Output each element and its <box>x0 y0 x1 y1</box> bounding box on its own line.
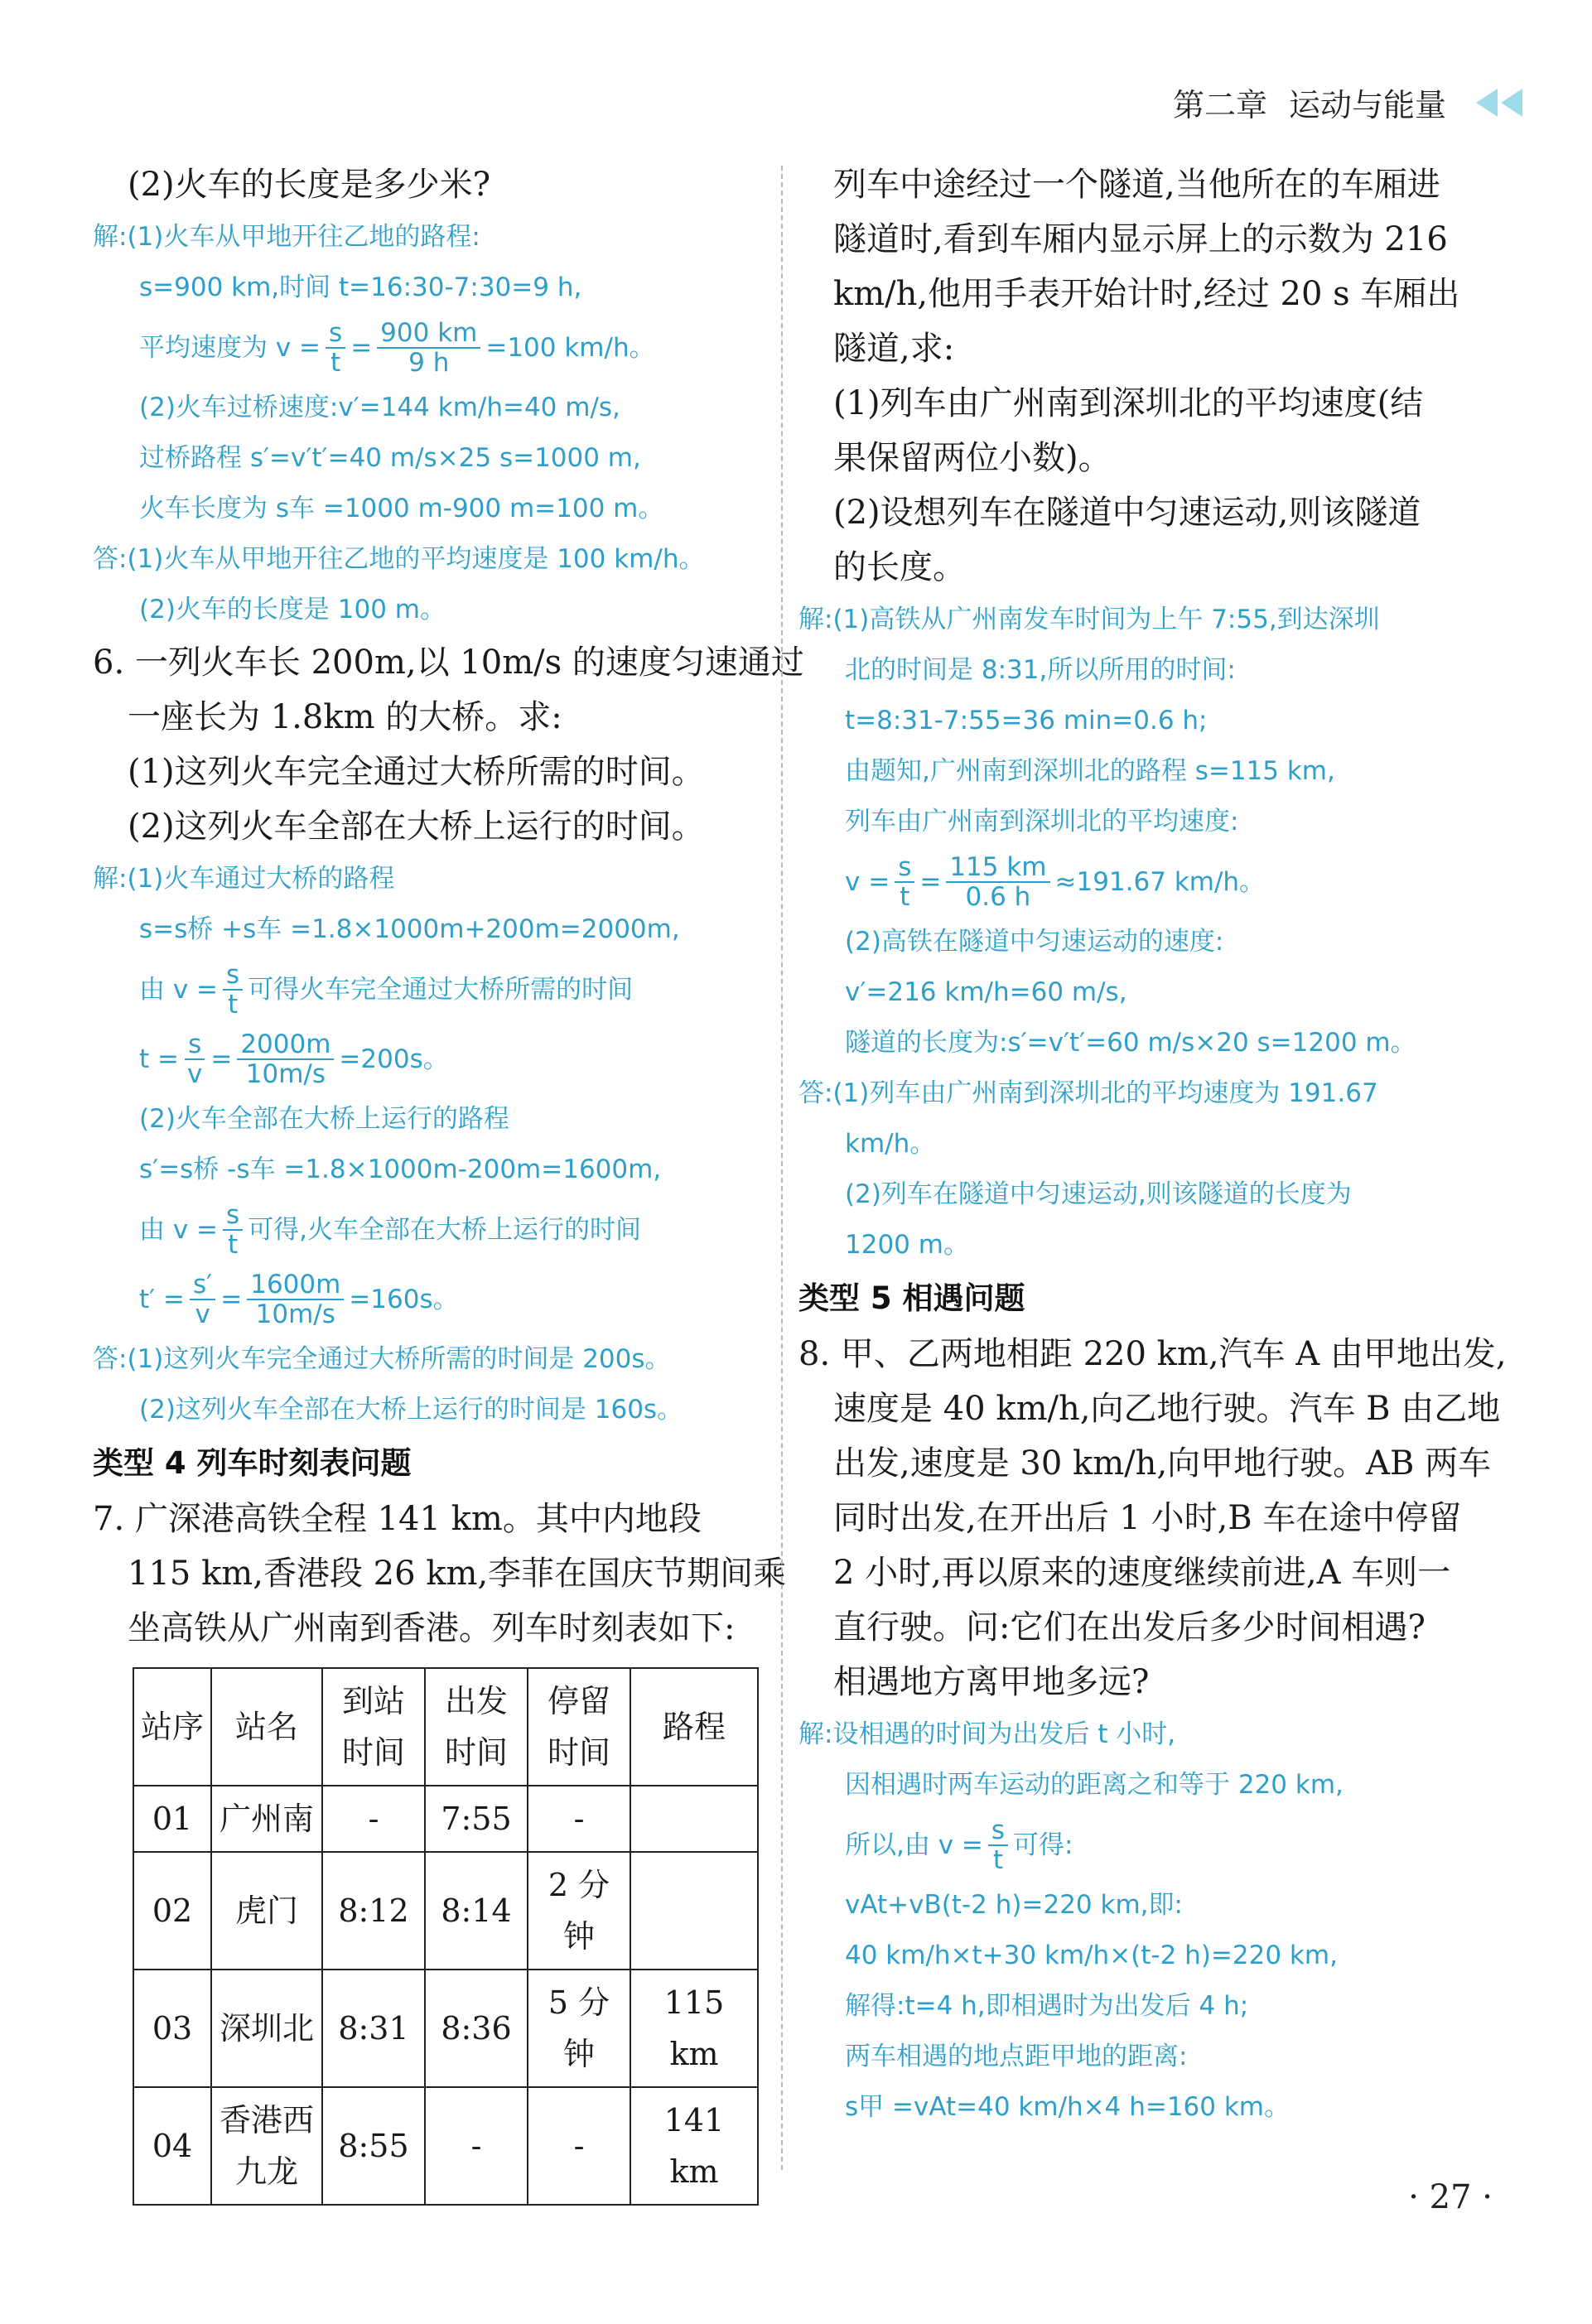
solution-line: 解:(1)火车从甲地开往乙地的路程: <box>93 222 480 252</box>
table-header: 出发时间 <box>425 1668 528 1786</box>
table-cell: 141 km <box>630 2087 758 2205</box>
solution-line: s′=s桥 -s车 =1.8×1000m-200m=1600m, <box>139 1155 662 1184</box>
solution-line: 答:(1)火车从甲地开往乙地的平均速度是 100 km/h。 <box>93 544 705 574</box>
table-header: 站名 <box>211 1668 322 1786</box>
solution-line: t=8:31-7:55=36 min=0.6 h; <box>845 706 1208 735</box>
fraction: $\frac{2000m}{10m/s}$ <box>237 1030 334 1088</box>
table-header: 站序 <box>133 1668 211 1786</box>
table-cell: 5 分钟 <box>528 1970 630 2087</box>
page-number: · 27 · <box>1408 2178 1493 2216</box>
table-cell: 7:55 <box>425 1786 528 1852</box>
solution-line: 答:(1)列车由广州南到深圳北的平均速度为 191.67 <box>798 1078 1378 1108</box>
formula-line: 由 v = $\frac{s}{t}$ 可得火车完全通过大桥所需的时间 <box>139 960 634 1020</box>
table-cell: 04 <box>133 2087 211 2205</box>
table-header: 路程 <box>630 1668 758 1786</box>
solution-line: (2)火车过桥速度:v′=144 km/h=40 m/s, <box>139 393 620 422</box>
question-line: 隧道,求: <box>833 330 955 368</box>
solution-line: 两车相遇的地点距甲地的距离: <box>845 2042 1188 2071</box>
solution-line: 列车由广州南到深圳北的平均速度: <box>845 807 1239 837</box>
question-line: 隧道时,看到车厢内显示屏上的示数为 216 <box>833 220 1448 258</box>
fraction: $\frac{s}{t}$ <box>326 319 345 377</box>
table-cell: - <box>528 2087 630 2205</box>
formula-line: 所以,由 v = $\frac{s}{t}$ 可得: <box>845 1815 1073 1875</box>
chapter-title: 运动与能量 <box>1288 87 1446 123</box>
table-row <box>133 2087 758 2205</box>
section-title: 类型 4 列车时刻表问题 <box>93 1445 412 1481</box>
right-column <box>798 157 1507 2133</box>
table-cell: - <box>425 2087 528 2205</box>
section-title: 类型 5 相遇问题 <box>798 1280 1025 1316</box>
question-line: (1)这列火车完全通过大桥所需的时间。 <box>128 753 705 791</box>
solution-line: 北的时间是 8:31,所以所用的时间: <box>845 655 1236 685</box>
formula-line: 平均速度为 v = $\frac{s}{t}$ = $\frac{900 km}{9 h}$ =100 km/h。 <box>139 318 655 378</box>
fraction: $\frac{s}{t}$ <box>988 1816 1008 1874</box>
table-header: 到站时间 <box>322 1668 425 1786</box>
solution-line: 解得:t=4 h,即相遇时为出发后 4 h; <box>845 1991 1249 2021</box>
solution-line: (2)高铁在隧道中匀速运动的速度: <box>845 927 1224 957</box>
solution-line: 40 km/h×t+30 km/h×(t-2 h)=220 km, <box>845 1941 1338 1970</box>
fraction: $\frac{s}{t}$ <box>223 1201 243 1259</box>
question-line: 相遇地方离甲地多远? <box>833 1663 1150 1701</box>
table-cell <box>630 1852 758 1970</box>
table-cell: 2 分钟 <box>528 1852 630 1970</box>
question-line: 出发,速度是 30 km/h,向甲地行驶。AB 两车 <box>833 1444 1492 1483</box>
column-divider <box>781 166 783 2170</box>
question-line: 115 km,香港段 26 km,李菲在国庆节期间乘 <box>128 1555 787 1593</box>
formula-line: 由 v = $\frac{s}{t}$ 可得,火车全部在大桥上运行的时间 <box>139 1200 642 1260</box>
formula-line: v = $\frac{s}{t}$ = $\frac{115 km}{0.6 h}$ ≈191.67 km/h。 <box>845 852 1266 912</box>
question-line: 同时出发,在开出后 1 小时,B 车在途中停留 <box>833 1499 1462 1537</box>
table-cell: 广州南 <box>211 1786 322 1852</box>
table-cell <box>630 1786 758 1852</box>
table-cell: 03 <box>133 1970 211 2087</box>
question-line: 的长度。 <box>833 548 966 586</box>
fraction: $\frac{s}{t}$ <box>895 853 914 911</box>
table-header: 停留时间 <box>528 1668 630 1786</box>
solution-line: 火车长度为 s车 =1000 m-900 m=100 m。 <box>139 494 664 523</box>
solution-line: 因相遇时两车运动的距离之和等于 220 km, <box>845 1770 1344 1800</box>
question-line: (2)设想列车在隧道中匀速运动,则该隧道 <box>833 494 1421 532</box>
table-cell: 香港西九龙 <box>211 2087 322 2205</box>
table-cell: 115 km <box>630 1970 758 2087</box>
chapter-header <box>1173 80 1526 125</box>
question-line: km/h,他用手表开始计时,经过 20 s 车厢出 <box>833 275 1460 313</box>
solution-line: (2)列车在隧道中匀速运动,则该隧道的长度为 <box>845 1179 1352 1209</box>
table-row <box>133 1786 758 1852</box>
table-row <box>133 1852 758 1970</box>
question-line: 果保留两位小数)。 <box>833 439 1112 477</box>
fraction: $\frac{s}{v}$ <box>184 1030 205 1088</box>
fraction: $\frac{s}{t}$ <box>223 961 243 1019</box>
solution-line: 1200 m。 <box>845 1230 969 1260</box>
solution-line: 答:(1)这列火车完全通过大桥所需的时间是 200s。 <box>93 1344 671 1374</box>
table-cell: - <box>528 1786 630 1852</box>
question-line: (2)火车的长度是多少米? <box>128 166 491 204</box>
question-line: 一座长为 1.8km 的大桥。求: <box>128 698 562 736</box>
solution-line: (2)这列火车全部在大桥上运行的时间是 160s。 <box>139 1395 683 1425</box>
table-cell: 深圳北 <box>211 1970 322 2087</box>
question-line: (1)列车由广州南到深圳北的平均速度(结 <box>833 384 1424 422</box>
formula-line: t′ = $\frac{s'}{v}$ = $\frac{1600m}{10m/s}$ =160s。 <box>139 1270 459 1329</box>
question-line: 速度是 40 km/h,向乙地行驶。汽车 B 由乙地 <box>833 1390 1501 1428</box>
question-line: 8. 甲、乙两地相距 220 km,汽车 A 由甲地出发, <box>798 1335 1507 1373</box>
solution-line: 过桥路程 s′=v′t′=40 m/s×25 s=1000 m, <box>139 443 641 473</box>
table-cell: 8:55 <box>322 2087 425 2205</box>
solution-line: s甲 =vAt=40 km/h×4 h=160 km。 <box>845 2092 1290 2122</box>
question-line: 6. 一列火车长 200m,以 10m/s 的速度匀速通过 <box>93 644 804 682</box>
solution-line: 解:(1)高铁从广州南发车时间为上午 7:55,到达深圳 <box>798 605 1380 634</box>
solution-line: 隧道的长度为:s′=v′t′=60 m/s×20 s=1200 m。 <box>845 1028 1416 1058</box>
solution-line: (2)火车的长度是 100 m。 <box>139 595 446 624</box>
table-cell: 01 <box>133 1786 211 1852</box>
table-row <box>133 1970 758 2087</box>
fraction: $\frac{900 km}{9 h}$ <box>377 319 480 377</box>
solution-line: km/h。 <box>845 1129 936 1159</box>
table-cell: 8:36 <box>425 1970 528 2087</box>
question-line: 坐高铁从广州南到香港。列车时刻表如下: <box>128 1609 736 1647</box>
question-line: 7. 广深港高铁全程 141 km。其中内地段 <box>93 1500 702 1538</box>
question-line: 直行驶。问:它们在出发后多少时间相遇? <box>833 1608 1426 1647</box>
fraction: $\frac{115 km}{0.6 h}$ <box>946 853 1049 911</box>
solution-line: 解:(1)火车通过大桥的路程 <box>93 864 395 894</box>
table-cell: - <box>322 1786 425 1852</box>
table-cell: 8:14 <box>425 1852 528 1970</box>
solution-line: s=900 km,时间 t=16:30-7:30=9 h, <box>139 272 582 302</box>
solution-line: (2)火车全部在大桥上运行的路程 <box>139 1104 509 1134</box>
solution-line: s=s桥 +s车 =1.8×1000m+200m=2000m, <box>139 914 680 944</box>
question-line: 列车中途经过一个隧道,当他所在的车厢进 <box>833 166 1440 204</box>
table-cell: 02 <box>133 1852 211 1970</box>
formula-line: t = $\frac{s}{v}$ = $\frac{2000m}{10m/s}$ =200s。 <box>139 1029 449 1089</box>
fraction: $\frac{s'}{v}$ <box>190 1270 215 1328</box>
question-line: (2)这列火车全部在大桥上运行的时间。 <box>128 808 705 846</box>
double-arrow-icon <box>1476 89 1526 117</box>
left-column <box>93 157 804 2206</box>
question-line: 2 小时,再以原来的速度继续前进,A 车则一 <box>833 1554 1451 1592</box>
table-cell: 8:12 <box>322 1852 425 1970</box>
solution-line: 解:设相遇的时间为出发后 t 小时, <box>798 1719 1176 1749</box>
train-schedule-table <box>133 1667 759 2206</box>
table-cell: 8:31 <box>322 1970 425 2087</box>
solution-line: 由题知,广州南到深圳北的路程 s=115 km, <box>845 756 1335 786</box>
solution-line: v′=216 km/h=60 m/s, <box>845 977 1127 1007</box>
fraction: $\frac{1600m}{10m/s}$ <box>247 1270 344 1328</box>
solution-line: vAt+vB(t-2 h)=220 km,即: <box>845 1890 1183 1920</box>
chapter-number: 第二章 <box>1172 87 1267 123</box>
table-cell: 虎门 <box>211 1852 322 1970</box>
